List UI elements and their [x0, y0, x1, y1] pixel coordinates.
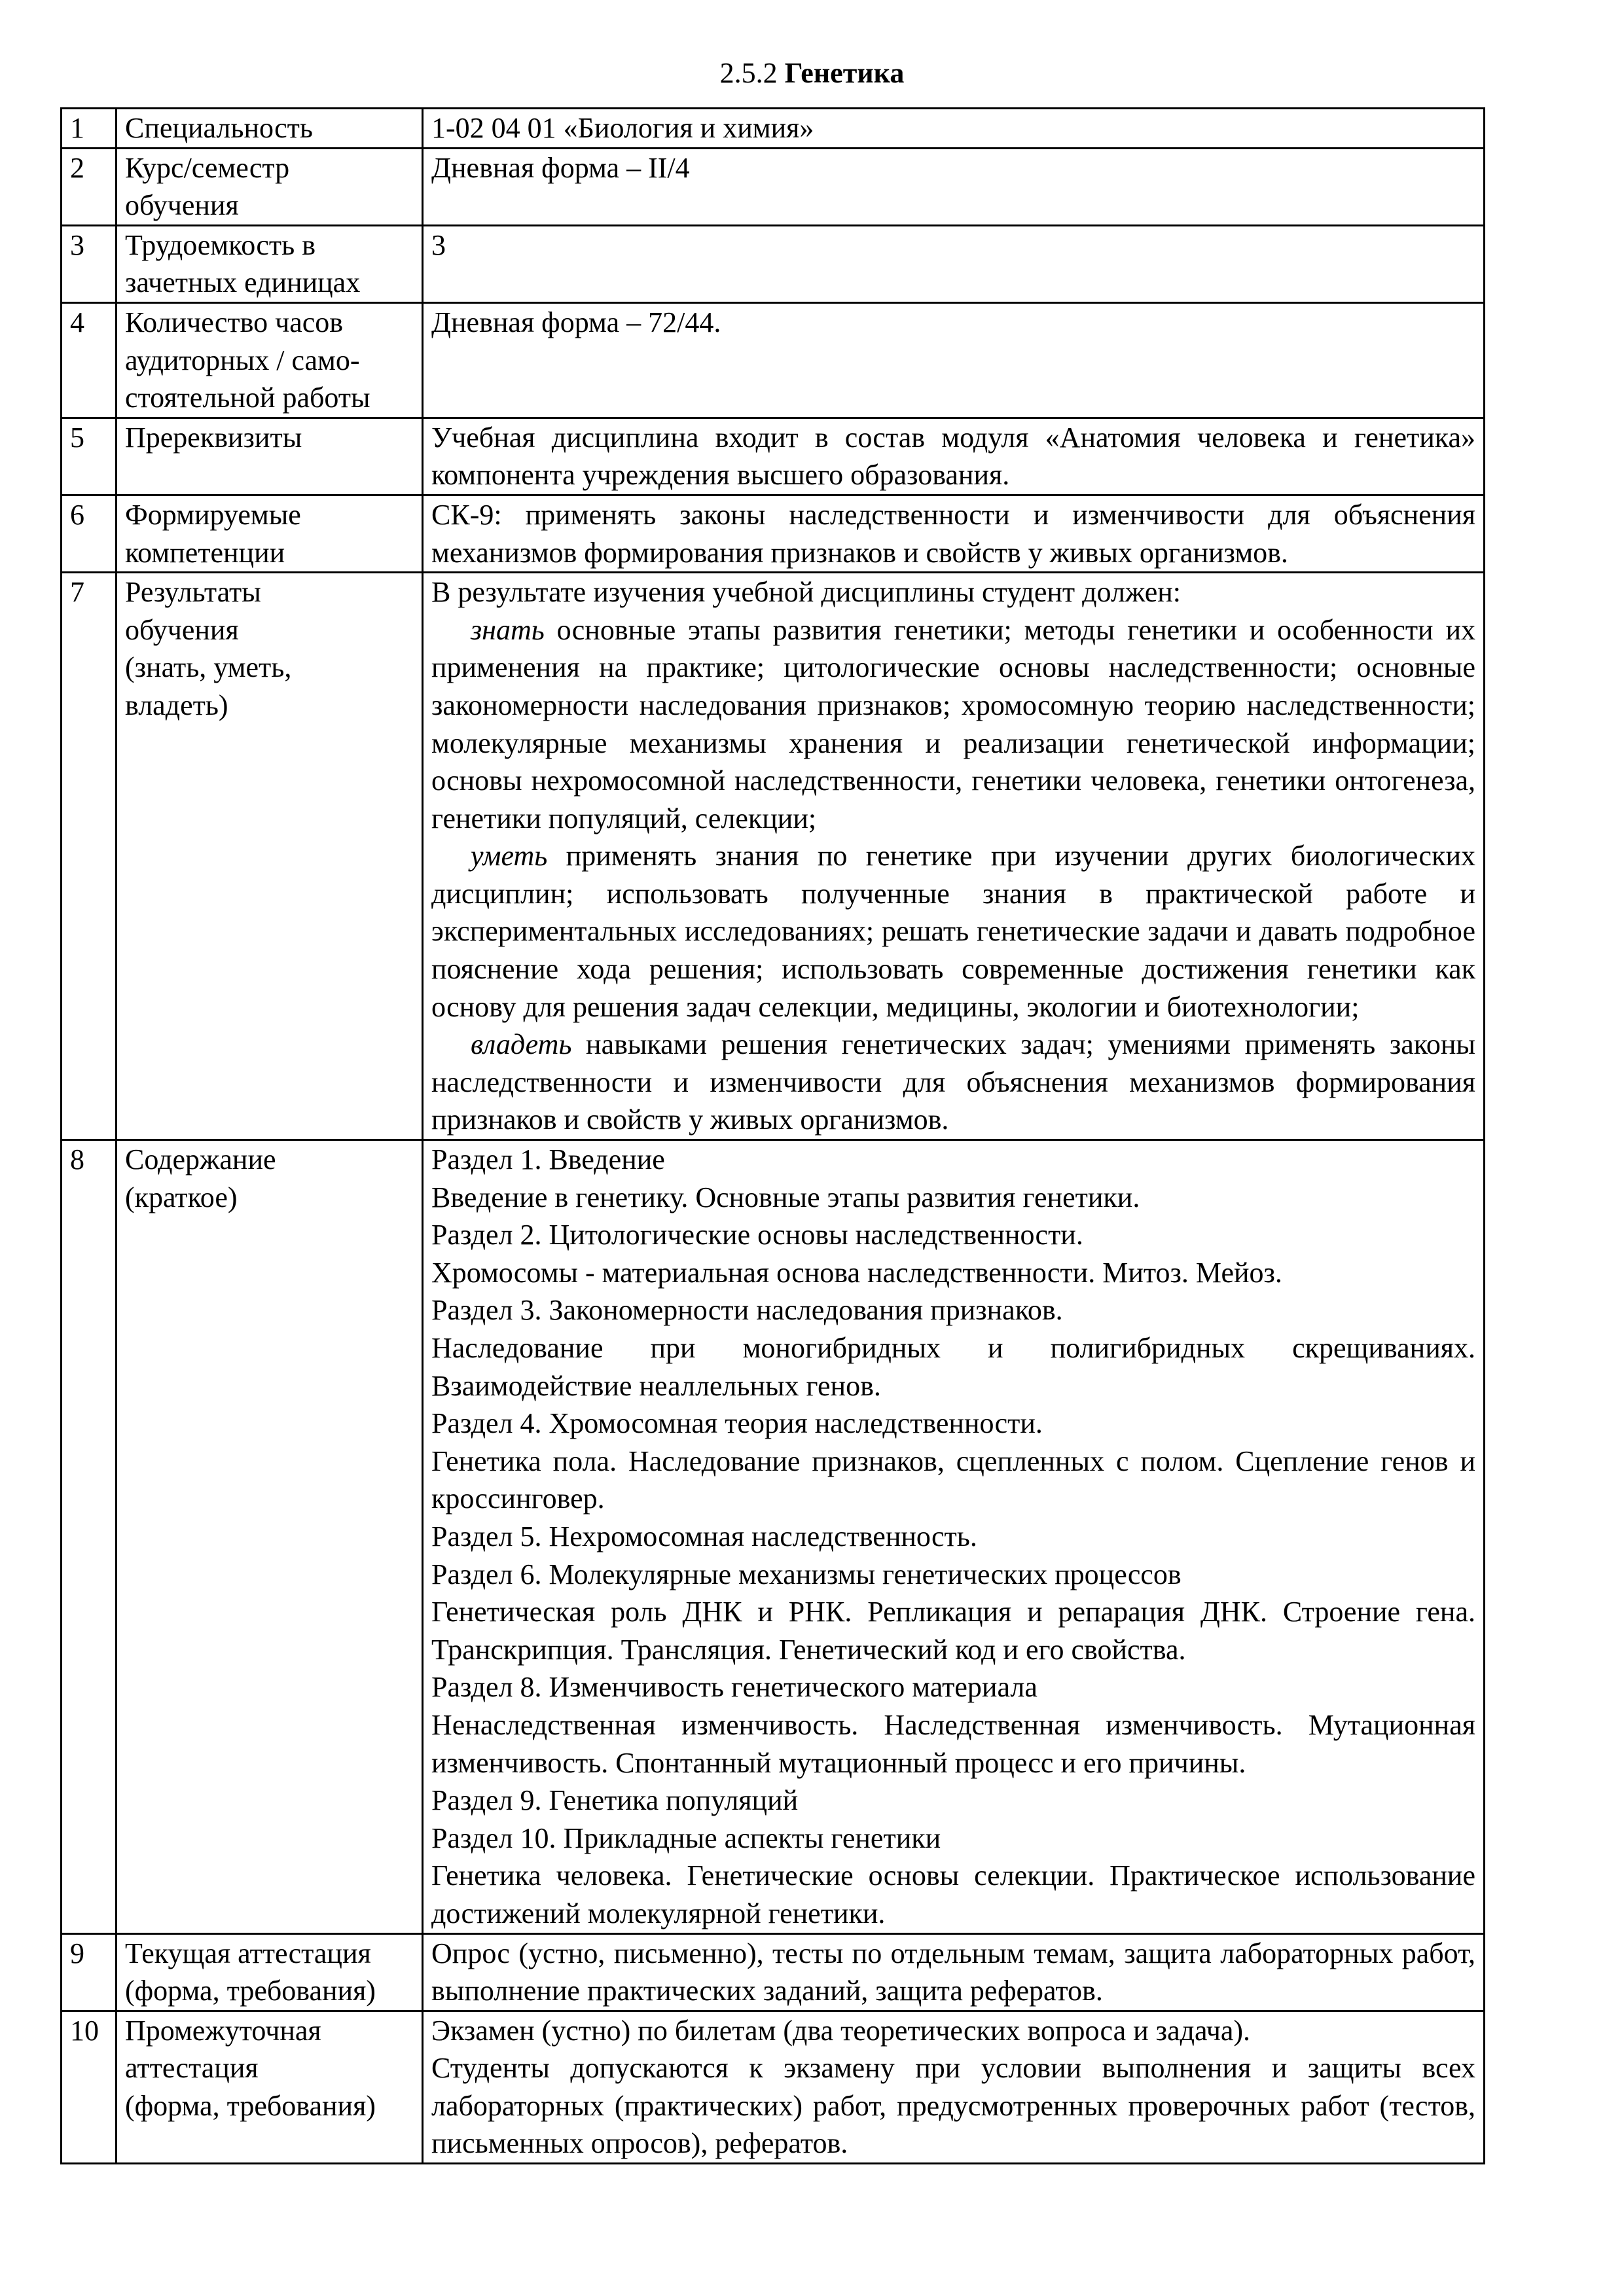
- content-section: Раздел 2. Цитологические основы наследственности.: [431, 1219, 1083, 1251]
- page-title: [0, 54, 1624, 93]
- section-number: 2.5.2: [719, 57, 778, 89]
- content-section: Раздел 6. Молекулярные механизмы генетических процессов: [431, 1558, 1182, 1590]
- section-name: Генетика: [784, 57, 905, 89]
- row-value: [423, 2011, 1485, 2163]
- table-row: [62, 418, 1485, 495]
- table-row: [62, 1933, 1485, 2011]
- row-value: Учебная дисциплина входит в состав модуля «Анатомия человека и генетика» компонента учреждения высшего образования.: [423, 418, 1485, 495]
- outcomes-own: владеть навыками решения генетических задач; умениями применять законы наследственности и изменчивости для объяснения механизмов формирования признаков и свойств у живых организмов.: [431, 1028, 1475, 1136]
- row-label: Текущая аттестация (форма, требования): [117, 1933, 423, 2011]
- table-row: [62, 109, 1485, 149]
- content-section: Раздел 3. Закономерности наследования признаков.: [431, 1294, 1063, 1327]
- table-row: [62, 2011, 1485, 2163]
- content-text: Наследование при моногибридных и полигибридных скрещиваниях. Взаимодействие неаллельных генов.: [431, 1332, 1475, 1402]
- outcomes-know: знать основные этапы развития генетики; методы генетики и особенности их применения на практике; цитологические основы наследственности; основные закономерности наследования признаков; хромосомную теорию наследственности; молекулярные механизмы хранения и реализации генетической информации; основы нехромосомной наследственности, генетики человека, генетики онтогенеза, генетики популяций, селекции;: [431, 613, 1475, 834]
- outcomes-can: уметь применять знания по генетике при изучении других биологических дисциплин; использовать полученные знания в практической работе и экспериментальных исследованиях; решать генетические задачи и давать подробное пояснение хода решения; использовать современные достижения генетики как основу для решения задач селекции, медицины, экологии и биотехнологии;: [431, 840, 1475, 1023]
- row-number: 1: [62, 109, 117, 149]
- row-value: СК-9: применять законы наследственности и изменчивости для объяснения механизмов формирования признаков и свойств у живых организмов.: [423, 495, 1485, 572]
- row-number: 3: [62, 225, 117, 302]
- table-row: [62, 225, 1485, 302]
- content-section: Раздел 10. Прикладные аспекты генетики: [431, 1821, 941, 1854]
- row-value: 3: [423, 225, 1485, 302]
- row-value: Опрос (устно, письменно), тесты по отдельным темам, защита лабораторных работ, выполнение практических заданий, защита рефератов.: [423, 1933, 1485, 2011]
- row-number: 6: [62, 495, 117, 572]
- content-text: Генетика человека. Генетические основы селекции. Практическое использование достижений молекулярной генетики.: [431, 1859, 1475, 1929]
- row-value: [423, 1140, 1485, 1933]
- row-value: Дневная форма – 72/44.: [423, 302, 1485, 418]
- row-label: Содержание (краткое): [117, 1140, 423, 1933]
- content-section: Раздел 9. Генетика популяций: [431, 1784, 799, 1817]
- row-label: Трудоемкость в зачетных единицах: [117, 225, 423, 302]
- row-label: Курс/семестр обучения: [117, 148, 423, 225]
- content-text: Генетика пола. Наследование признаков, сцепленных с полом. Сцепление генов и кроссинговер.: [431, 1444, 1475, 1515]
- row-label: Промежуточная аттестация (форма, требования): [117, 2011, 423, 2163]
- row-label: Количество часов аудиторных / само- стоятельной работы: [117, 302, 423, 418]
- content-text: Введение в генетику. Основные этапы развития генетики.: [431, 1181, 1140, 1213]
- row-number: 9: [62, 1933, 117, 2011]
- content-text: Хромосомы - материальная основа наследственности. Митоз. Мейоз.: [431, 1256, 1282, 1289]
- table-row: [62, 495, 1485, 572]
- exam-requirements: Студенты допускаются к экзамену при условии выполнения и защиты всех лабораторных (практических) работ, предусмотренных проверочных работ (тестов, письменных опросов), рефератов.: [431, 2052, 1475, 2160]
- row-label: Результаты обучения (знать, уметь, владеть): [117, 573, 423, 1140]
- row-number: 2: [62, 148, 117, 225]
- row-value: [423, 573, 1485, 1140]
- content-text: Генетическая роль ДНК и РНК. Репликация и репарация ДНК. Строение гена. Транскрипция. Трансляция. Генетический код и его свойства.: [431, 1596, 1475, 1666]
- outcomes-intro: В результате изучения учебной дисциплины студент должен:: [431, 576, 1182, 609]
- row-value: 1-02 04 01 «Биология и химия»: [423, 109, 1485, 149]
- row-number: 8: [62, 1140, 117, 1933]
- row-label: Формируемые компетенции: [117, 495, 423, 572]
- table-row: [62, 148, 1485, 225]
- row-number: 7: [62, 573, 117, 1140]
- content-text: Ненаследственная изменчивость. Наследственная изменчивость. Мутационная изменчивость. Спонтанный мутационный процесс и его причины.: [431, 1708, 1475, 1779]
- table-row: [62, 573, 1485, 1140]
- table-row: [62, 302, 1485, 418]
- content-section: Раздел 5. Нехромосомная наследственность.: [431, 1520, 977, 1552]
- row-value: Дневная форма – II/4: [423, 148, 1485, 225]
- row-number: 4: [62, 302, 117, 418]
- content-section: Раздел 1. Введение: [431, 1143, 665, 1176]
- row-label: Специальность: [117, 109, 423, 149]
- content-section: Раздел 8. Изменчивость генетического материала: [431, 1671, 1038, 1704]
- row-label: Пререквизиты: [117, 418, 423, 495]
- row-number: 10: [62, 2011, 117, 2163]
- content-section: Раздел 4. Хромосомная теория наследственности.: [431, 1407, 1043, 1440]
- exam-form: Экзамен (устно) по билетам (два теоретических вопроса и задача).: [431, 2014, 1251, 2047]
- row-number: 5: [62, 418, 117, 495]
- table-row: [62, 1140, 1485, 1933]
- discipline-table: [60, 107, 1485, 2164]
